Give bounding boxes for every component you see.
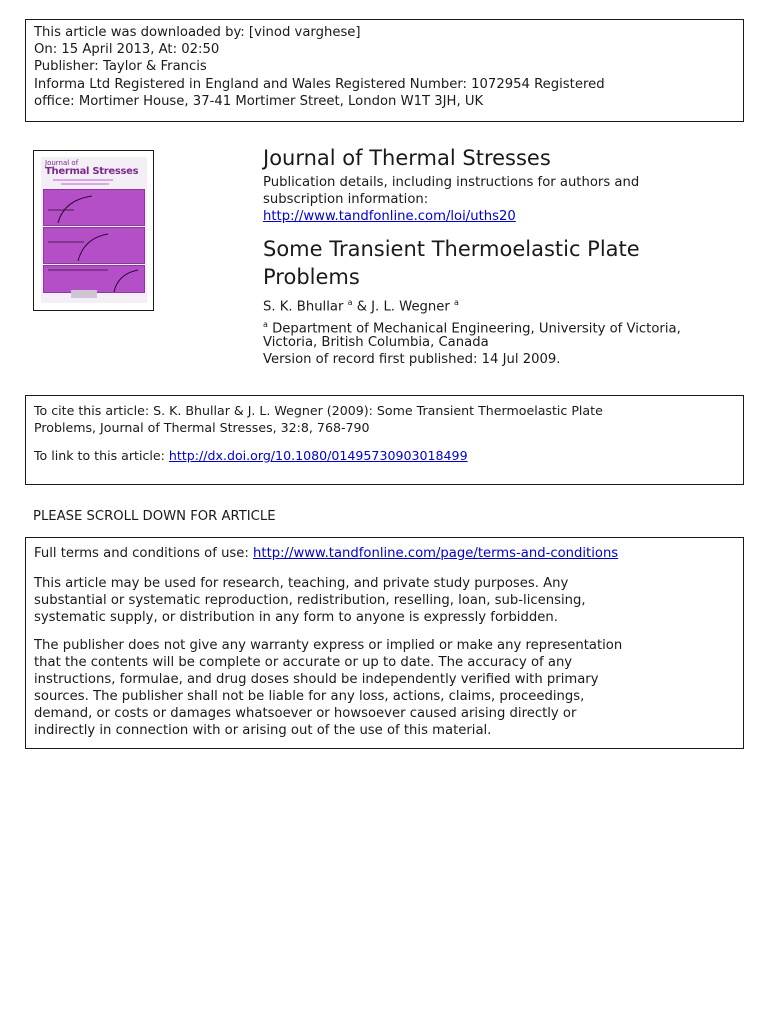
affiliation-mark: a <box>347 298 353 307</box>
cover-panel <box>43 227 145 264</box>
terms-para1-line: substantial or systematic reproduction, redistribution, reselling, loan, sub-licensing, <box>34 593 586 608</box>
download-line-publisher: Publisher: Taylor & Francis <box>34 59 207 74</box>
article-title: Some Transient Thermoelastic Plate Problems <box>263 237 640 289</box>
terms-para1-line: This article may be used for research, teaching, and private study purposes. Any <box>34 576 569 591</box>
download-line-office: office: Mortimer House, 37-41 Mortimer Street, London W1T 3JH, UK <box>34 94 484 109</box>
terms-para2-line: The publisher does not give any warranty express or implied or make any representation <box>34 638 623 653</box>
terms-para2-line: that the contents will be complete or accurate or up to date. The accuracy of any <box>34 655 573 670</box>
citation-line-1: To cite this article: S. K. Bhullar & J. L. Wegner (2009): Some Transient Thermoelastic Plate <box>34 403 603 418</box>
scroll-down-note: PLEASE SCROLL DOWN FOR ARTICLE <box>33 509 276 524</box>
cover-journal-of: Journal of <box>45 159 79 167</box>
affiliation-mark: a <box>454 298 459 307</box>
cover-panel <box>43 189 145 226</box>
download-info-box <box>25 19 744 122</box>
author-2: J. L. Wegner <box>371 299 450 315</box>
terms-url-link[interactable]: http://www.tandfonline.com/page/terms-and-conditions <box>253 546 619 561</box>
cover-journal-name: Thermal Stresses <box>45 166 139 177</box>
cover-panel <box>43 265 145 293</box>
link-label: To link to this article: <box>34 448 169 463</box>
terms-para1-line: systematic supply, or distribution in any form to anyone is expressly forbidden. <box>34 610 558 625</box>
affiliation-mark: a <box>263 320 268 329</box>
download-line-date: On: 15 April 2013, At: 02:50 <box>34 42 220 57</box>
journal-title: Journal of Thermal Stresses <box>263 146 551 170</box>
cover-subtitle-bar <box>53 179 113 181</box>
terms-para2-line: sources. The publisher shall not be liable for any loss, actions, claims, proceedings, <box>34 689 585 704</box>
affiliation-line-1: Department of Mechanical Engineering, University of Victoria, <box>267 321 681 337</box>
terms-para2-line: demand, or costs or damages whatsoever or howsoever caused arising directly or <box>34 706 577 721</box>
terms-box <box>25 537 744 749</box>
author-separator: & <box>352 299 372 315</box>
terms-label: Full terms and conditions of use: <box>34 546 254 561</box>
link-to-article <box>34 447 468 464</box>
download-line-registration: Informa Ltd Registered in England and Wales Registered Number: 1072954 Registered <box>34 77 605 92</box>
author-1: S. K. Bhullar <box>263 299 344 315</box>
cover-publisher-logo <box>71 290 97 298</box>
subscription-info: subscription information: <box>263 192 429 207</box>
citation-box <box>25 395 744 485</box>
terms-para2-line: instructions, formulae, and drug doses should be independently verified with primary <box>34 672 599 687</box>
version-of-record: Version of record first published: 14 Jul 2009. <box>263 352 561 367</box>
affiliation-line-2: Victoria, British Columbia, Canada <box>263 335 489 350</box>
download-line-user: This article was downloaded by: [vinod varghese] <box>34 25 361 40</box>
terms-heading <box>34 545 618 562</box>
citation-line-2: Problems, Journal of Thermal Stresses, 32:8, 768-790 <box>34 420 370 435</box>
journal-url-link[interactable]: http://www.tandfonline.com/loi/uths20 <box>263 209 516 224</box>
cover-subtitle-bar <box>61 183 109 185</box>
doi-link[interactable]: http://dx.doi.org/10.1080/01495730903018499 <box>168 448 468 463</box>
terms-para2-line: indirectly in connection with or arising out of the use of this material. <box>34 723 492 738</box>
authors <box>263 294 459 315</box>
publication-details: Publication details, including instructions for authors and <box>263 175 640 190</box>
cover-artwork <box>41 157 147 303</box>
journal-cover-image <box>33 150 154 311</box>
